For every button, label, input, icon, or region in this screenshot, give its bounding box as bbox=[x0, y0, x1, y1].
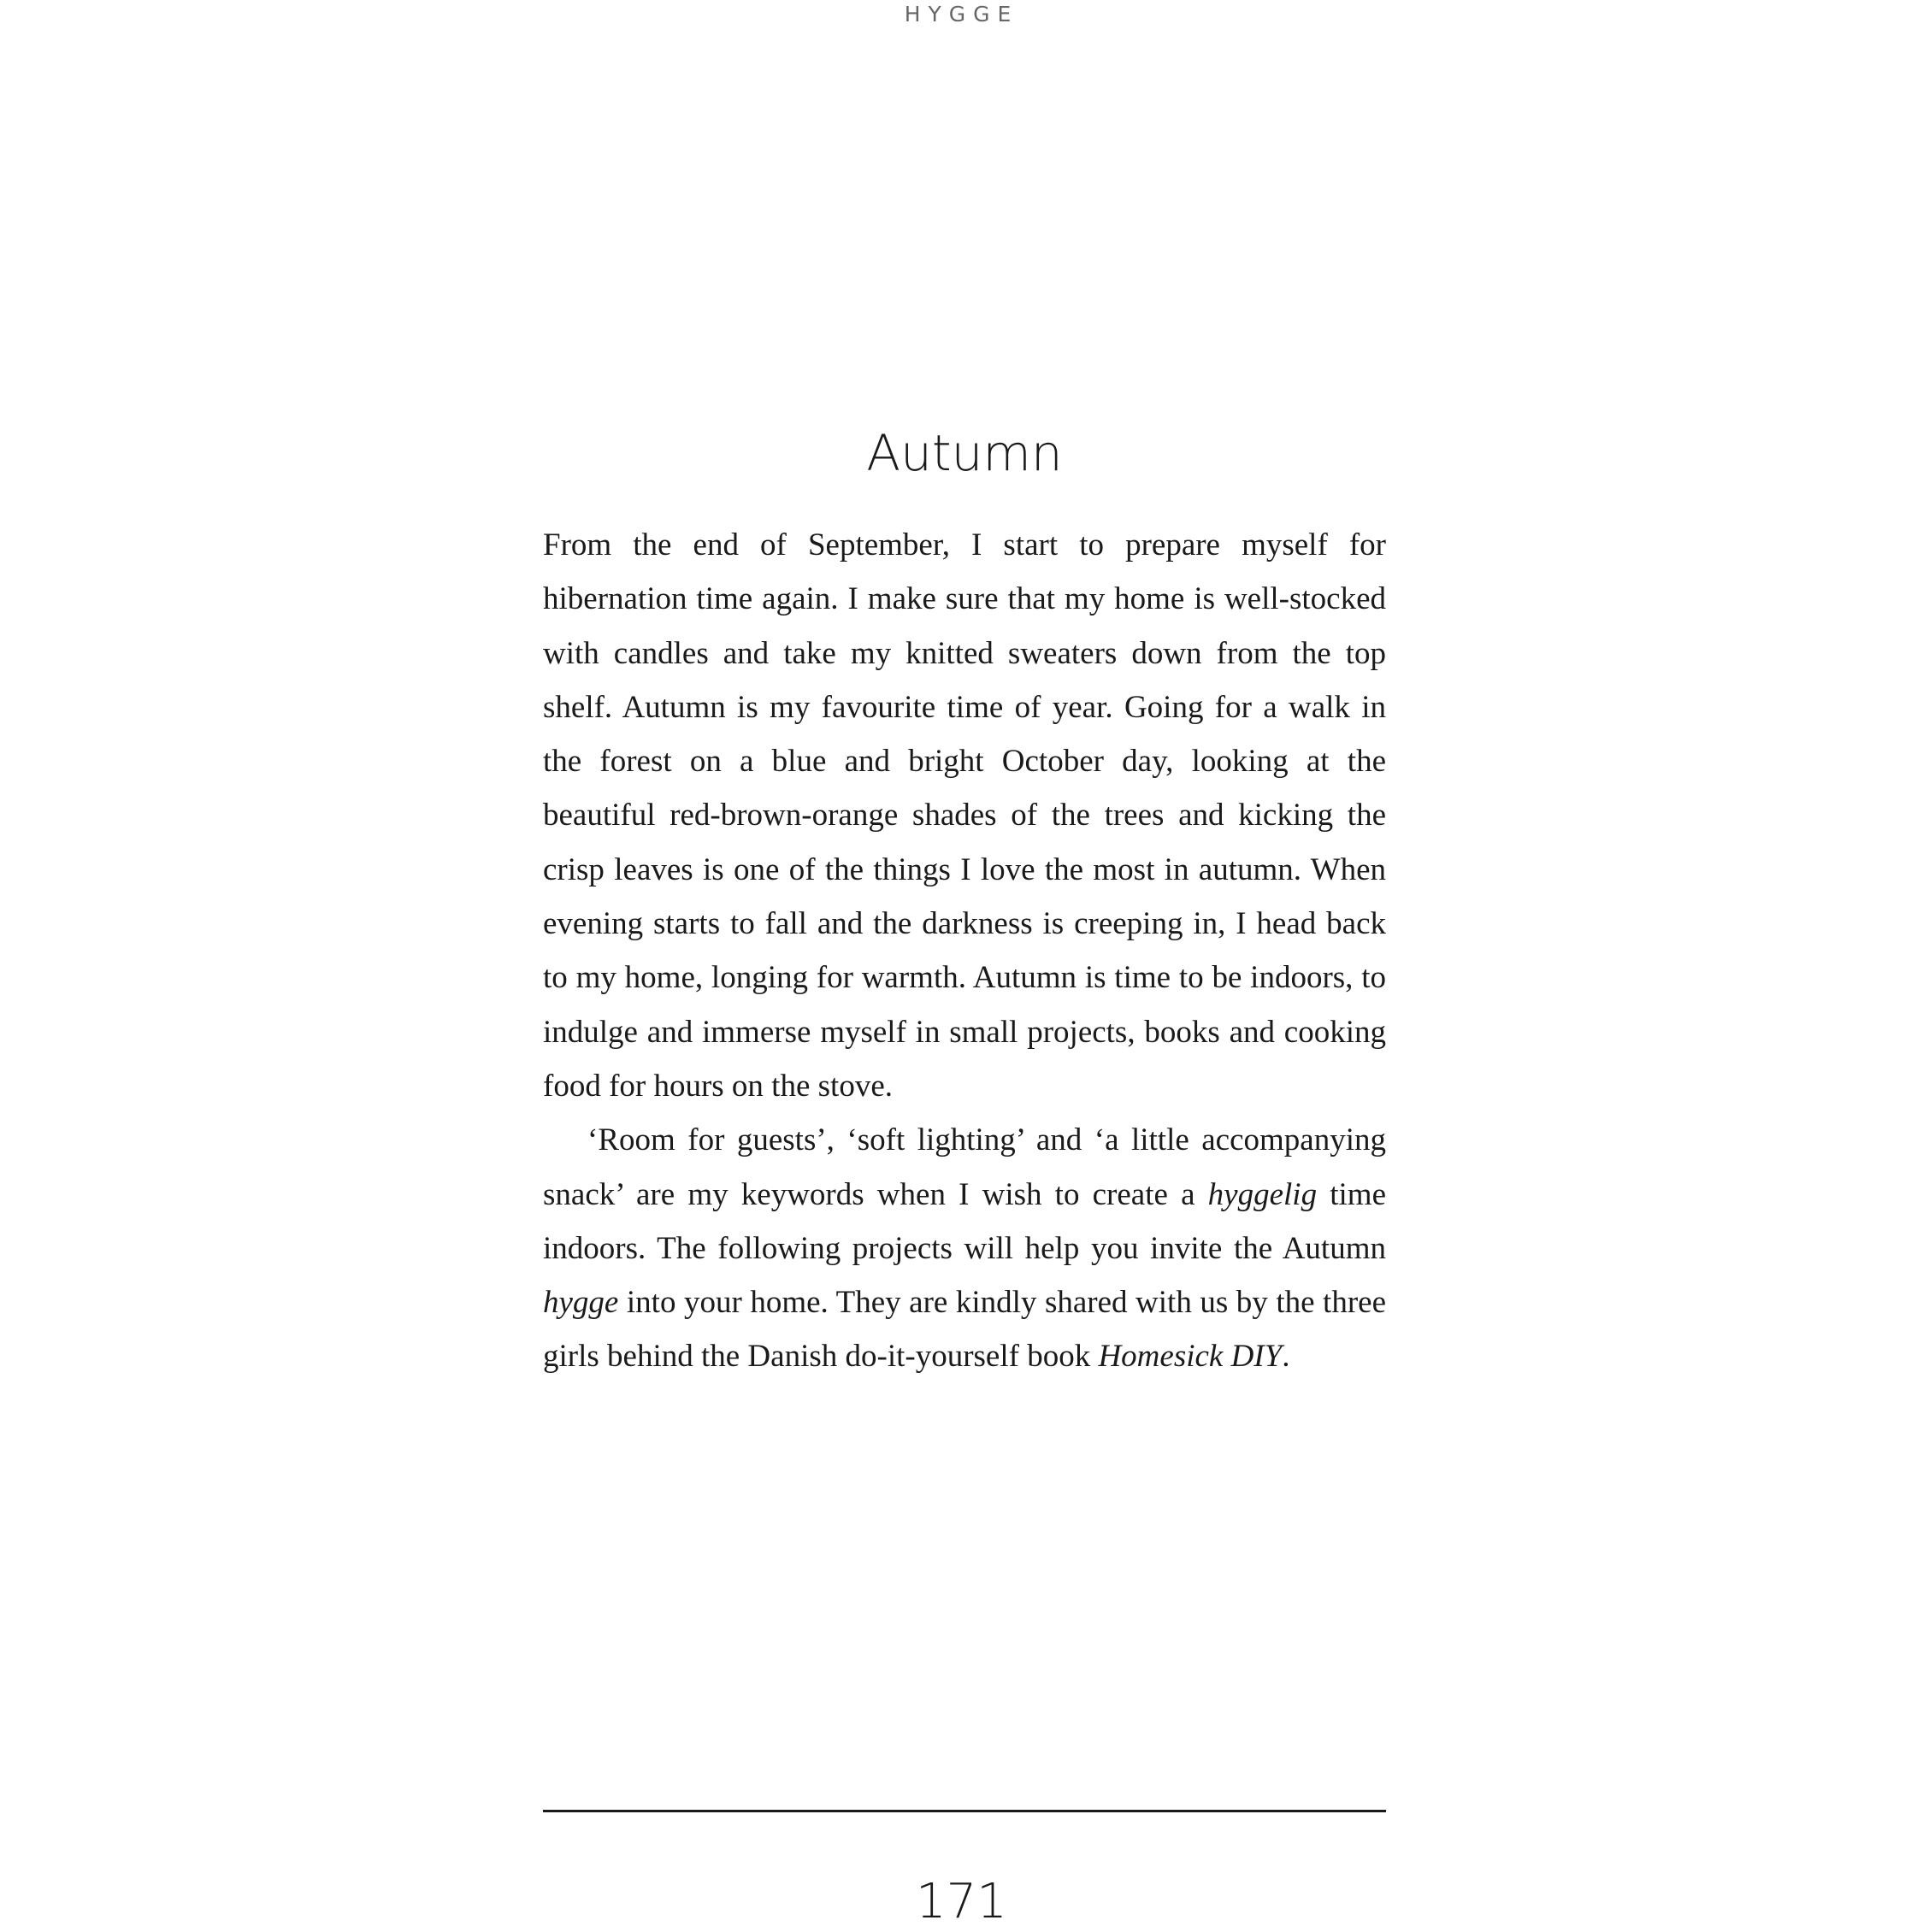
text-run: time indoors. The following projects will help you invite the Autumn bbox=[543, 1176, 1387, 1266]
running-head: HYGGE bbox=[904, 2, 1019, 27]
text-run: From the end of September, I start to prepare myself for hibernation time again. I make sure that my home is well-stocked with candles and take my knitted sweaters down from the top shelf. Autumn is my favourite time of year. Going for a walk in the forest on a blue and bright October day, looking at the beautiful red-brown-orange shades of the trees and kicking the crisp leaves is one of the things I love the most in autumn. When evening starts to fall and the darkness is creeping in, I head back to my home, longing for warmth. Autumn is time to be indoors, to indulge and immerse myself in small projects, books and cooking food for hours on the stove. bbox=[543, 527, 1386, 1104]
italic-term-hygge: hygge bbox=[543, 1285, 619, 1321]
text-run: . bbox=[1282, 1339, 1290, 1375]
italic-term-hyggelig: hyggelig bbox=[1207, 1176, 1318, 1212]
paragraph-2 bbox=[543, 1113, 1386, 1383]
footer-rule bbox=[543, 1810, 1386, 1812]
page-number: 171 bbox=[916, 1874, 1007, 1929]
paragraph-1 bbox=[543, 518, 1386, 1113]
text-run: into your home. They are kindly shared with us by the three girls behind the Danish do-it-yourself book bbox=[543, 1285, 1386, 1375]
text-run: ‘Room for guests’, ‘soft lighting’ and ‘a little accompanying snack’ are my keywords when I wish to create a bbox=[543, 1122, 1386, 1212]
chapter-title: Autumn bbox=[866, 424, 1063, 482]
book-title: Homesick DIY bbox=[1098, 1339, 1283, 1375]
page-body bbox=[543, 419, 1386, 1384]
